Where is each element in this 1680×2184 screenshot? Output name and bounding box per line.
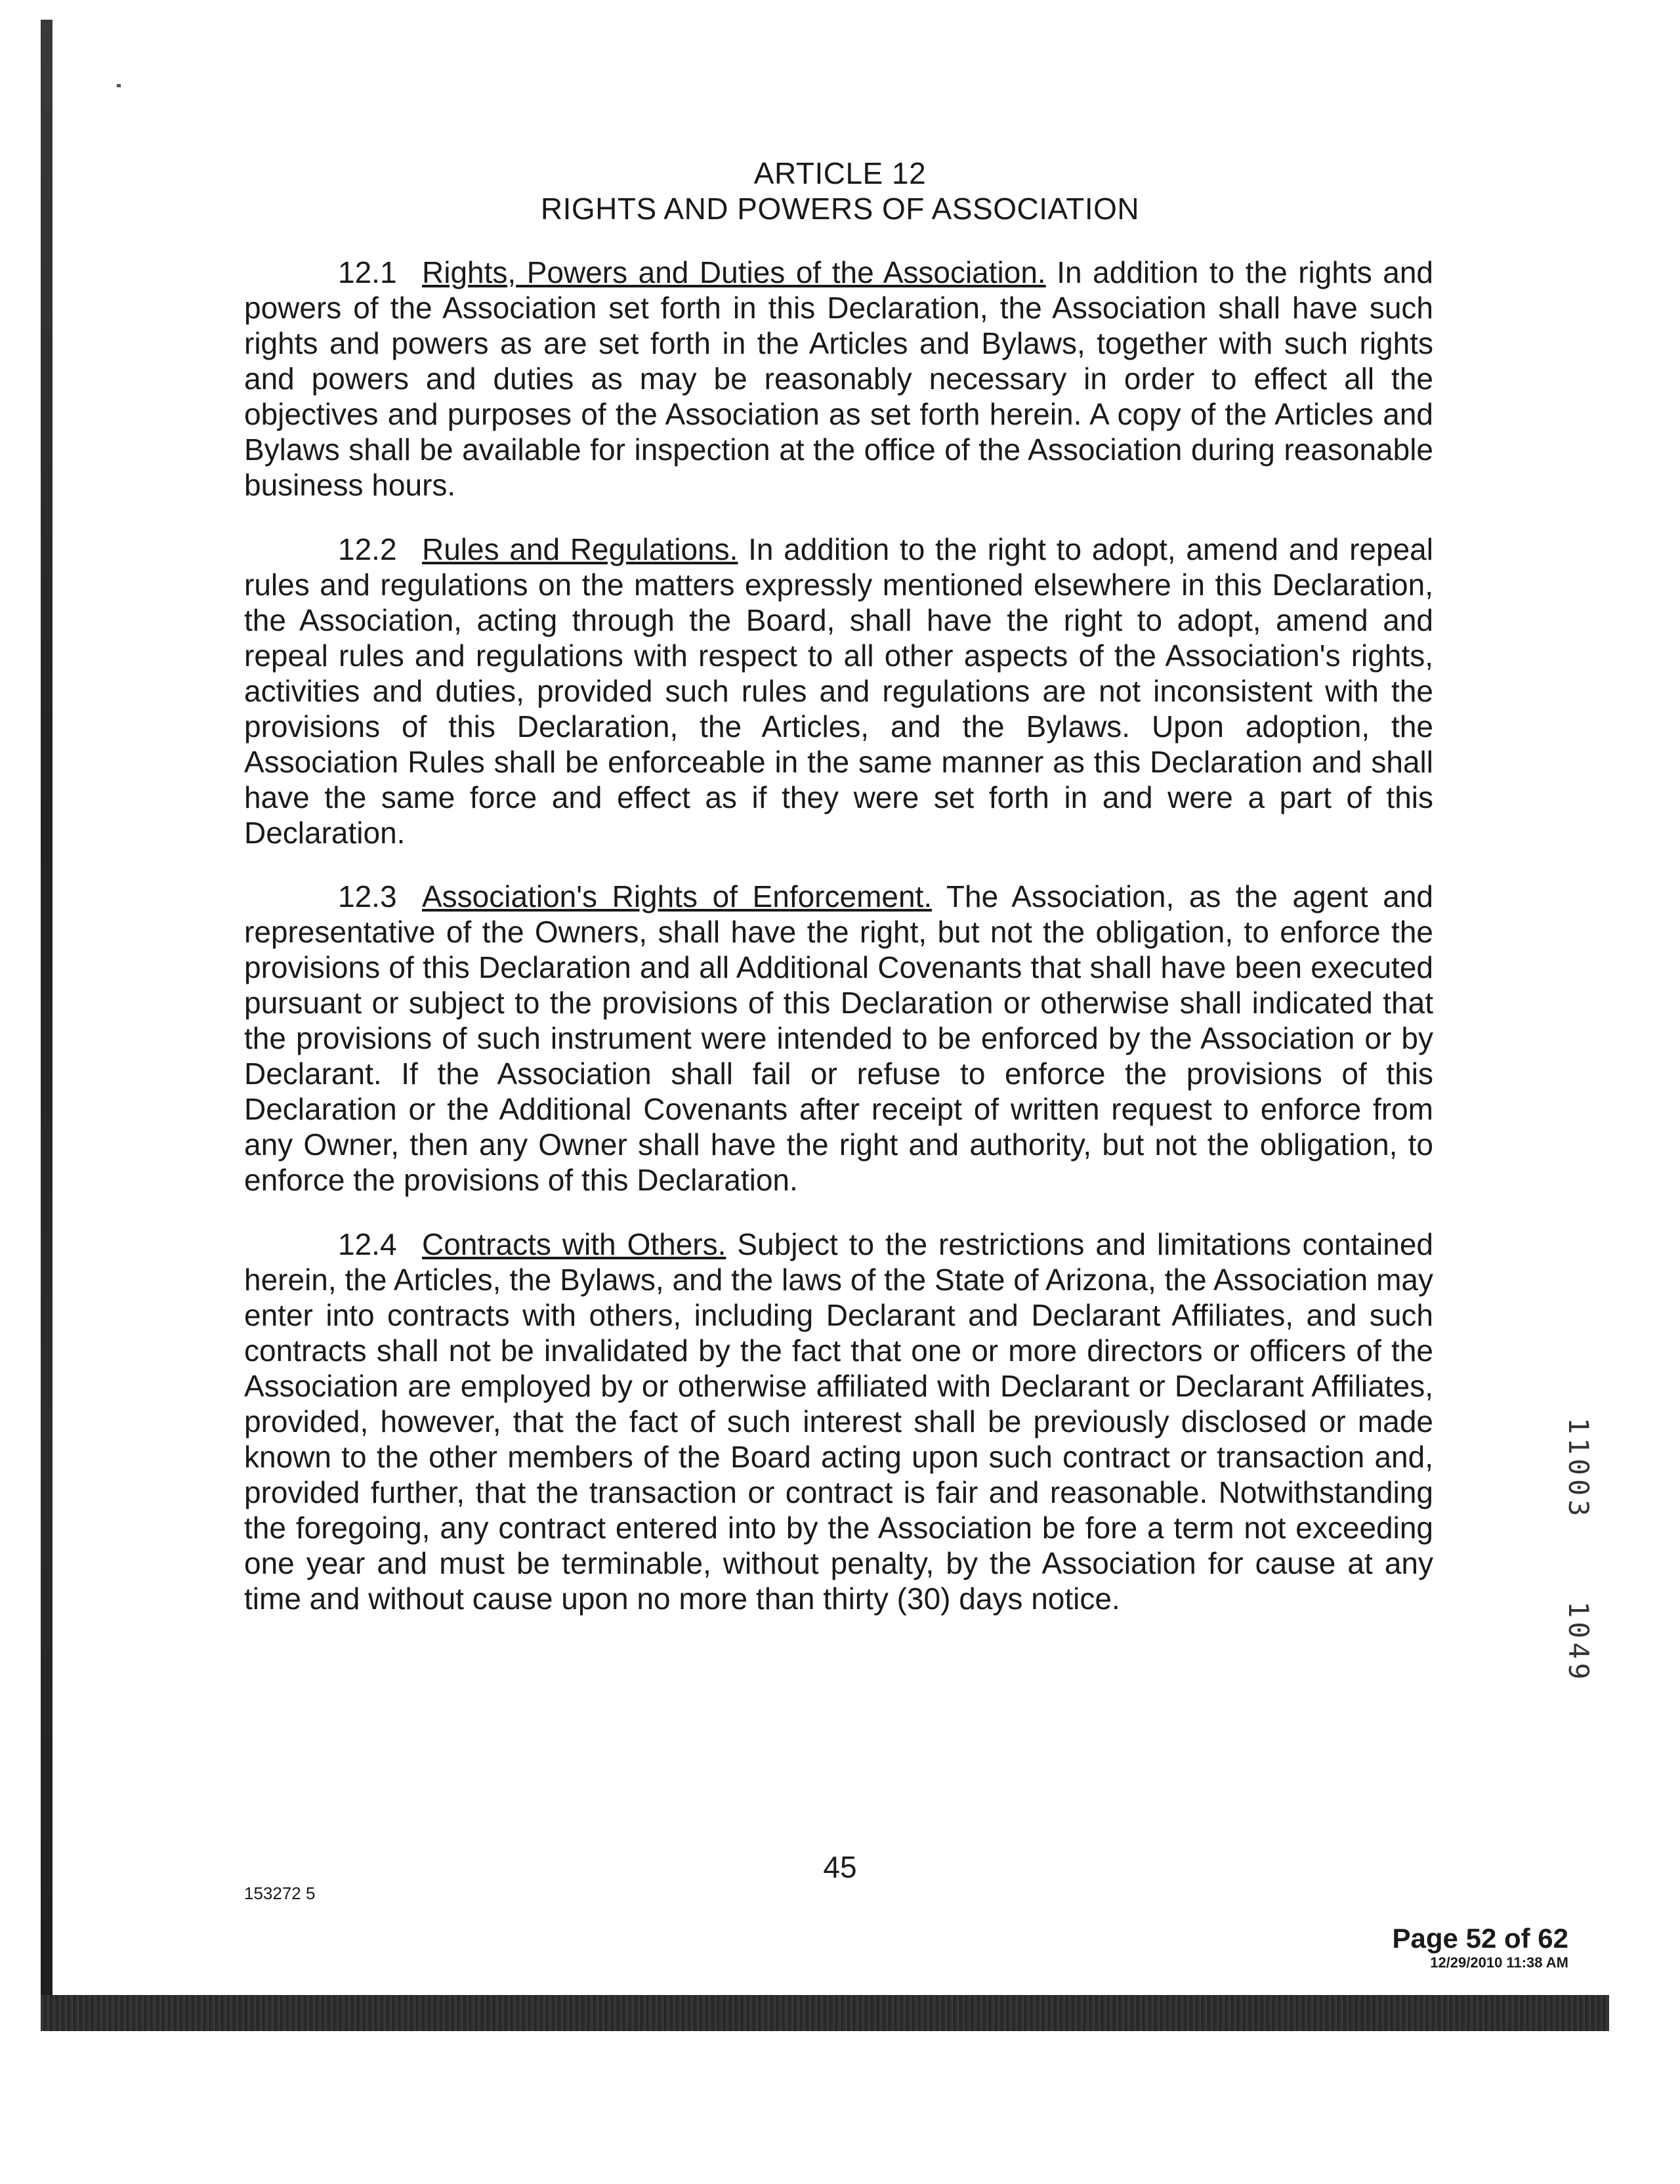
section-text: Subject to the restrictions and limitations contained herein, the Articles, the Bylaws, and the laws of the State of Arizona, the Association may enter into contracts with others, including Declarant and Declarant Affiliates, and such contracts shall not be invalidated by the fact that one or more directors or officers of the Association are employed by or otherwise affiliated with Declarant or Declarant Affiliates, provided, however, that the fact of such interest shall be previously disclosed or made known to the other members of the Board acting upon such contract or transaction and, provided further, that the transaction or contract is fair and reasonable. Notwithstanding the foregoing, any contract entered into by the Association be fore a term not exceeding one year and must be terminable, without penalty, by the Association for cause at any time and without cause upon no more than thirty (30) days notice. (244, 1227, 1433, 1616)
section-text: The Association, as the agent and representative of the Owners, shall have the right, but not the obligation, to enforce the provisions of this Declaration and all Additional Covenants that shall have been executed pursuant or subject to the provisions of this Declaration or otherwise shall indicated that the provisions of such instrument were intended to be enforced by the Association or by Declarant. If the Association shall fail or refuse to enforce the provisions of this Declaration or the Additional Covenants after receipt of written request to enforce from any Owner, then any Owner shall have the right and authority, but not the obligation, to enforce the provisions of this Declaration. (244, 879, 1433, 1197)
scan-speck (117, 84, 121, 87)
section-12-2 (244, 532, 1433, 850)
section-title: Rights, Powers and Duties of the Association. (422, 255, 1046, 289)
document-id: 153272 5 (244, 1883, 316, 1903)
article-title: RIGHTS AND POWERS OF ASSOCIATION (540, 192, 1140, 226)
recorder-page-stamp (1393, 1923, 1568, 1971)
section-text: In addition to the rights and powers of the Association set forth in this Declaration, the Association shall have such rights and powers as are set forth in the Articles and Bylaws, together with such rights and powers and duties as may be reasonably necessary in order to effect all the objectives and purposes of the Association as set forth herein. A copy of the Articles and Bylaws shall be available for inspection at the office of the Association during reasonable business hours. (244, 255, 1433, 502)
section-number: 12.4 (338, 1227, 397, 1261)
section-number: 12.2 (338, 532, 397, 566)
margin-recording-stamp: 11003 (1563, 1418, 1595, 1521)
page-number: 45 (823, 1850, 857, 1884)
recording-timestamp: 12/29/2010 11:38 AM (1430, 1954, 1568, 1971)
section-12-1 (244, 255, 1433, 503)
section-number: 12.3 (338, 879, 397, 914)
section-text: In addition to the right to adopt, amend and repeal rules and regulations on the matters expressly mentioned elsewhere in this Declaration, the Association, acting through the Board, shall have the right to adopt, amend and repeal rules and regulations with respect to all other aspects of the Association's rights, activities and duties, provided such rules and regulations are not inconsistent with the provisions of this Declaration, the Articles, and the Bylaws. Upon adoption, the Association Rules shall be enforceable in the same manner as this Declaration and shall have the same force and effect as if they were set forth in and were a part of this Declaration. (244, 532, 1433, 850)
section-12-3 (244, 879, 1433, 1198)
section-12-4 (244, 1227, 1433, 1616)
margin-recording-stamp: 1049 (1563, 1601, 1595, 1684)
section-title: Contracts with Others. (422, 1227, 726, 1261)
scan-edge-bar (41, 20, 52, 2028)
article-number: ARTICLE 12 (753, 156, 927, 190)
scan-bottom-band (41, 1995, 1609, 2031)
section-title: Rules and Regulations. (422, 532, 738, 566)
section-title: Association's Rights of Enforcement. (422, 879, 933, 914)
page-of-count: Page 52 of 62 (1392, 1923, 1568, 1954)
section-number: 12.1 (338, 255, 397, 289)
